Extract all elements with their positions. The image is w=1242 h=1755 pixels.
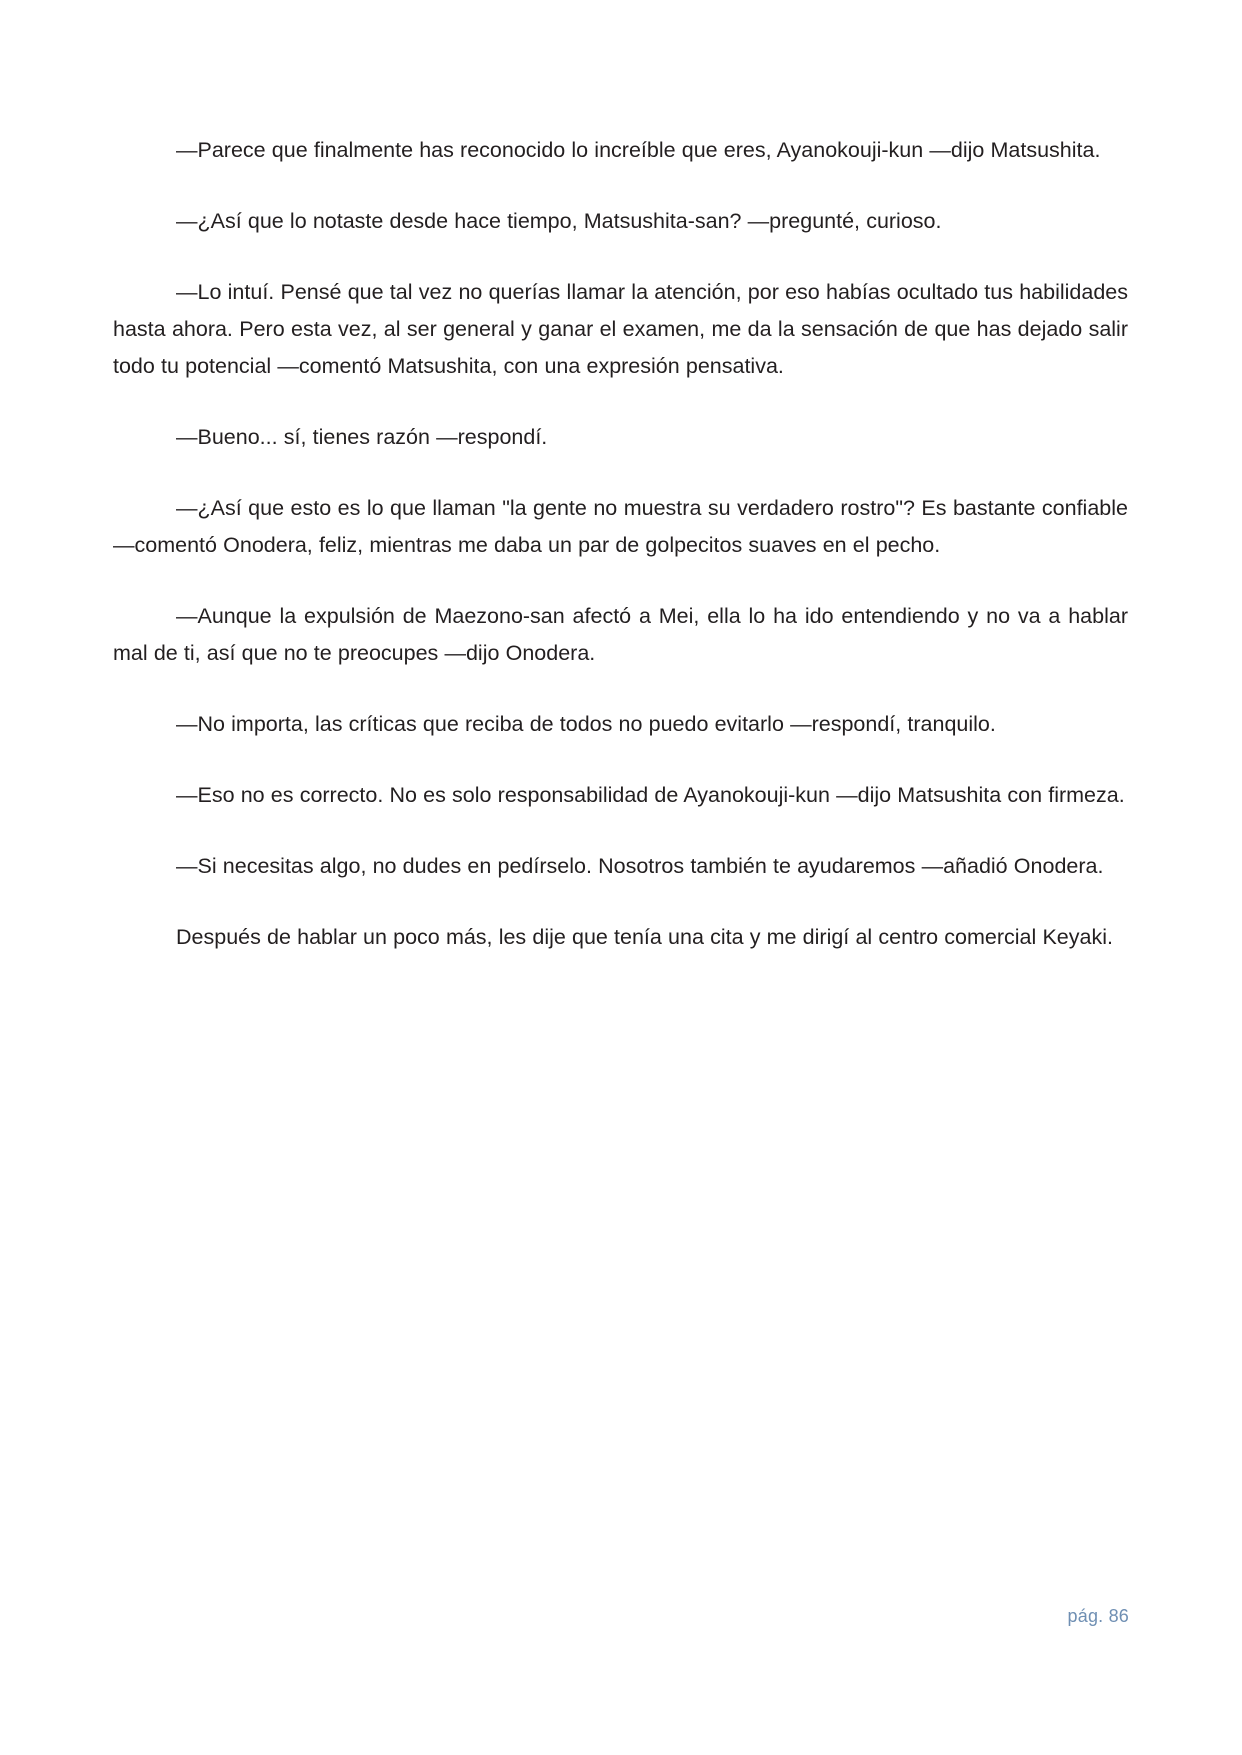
paragraph: —Eso no es correcto. No es solo responsabilidad de Ayanokouji-kun —dijo Matsushita con firmeza. (176, 782, 1125, 807)
paragraph: —Lo intuí. Pensé que tal vez no querías llamar la atención, por eso habías ocultado tus habilidades hasta ahora. Pero esta vez, al ser general y ganar el examen, me da la sensación de que has dejado salir todo tu potencial —comentó Matsushita, con una expresión pensativa. (113, 279, 1128, 378)
paragraph: Después de hablar un poco más, les dije que tenía una cita y me dirigí al centro comercial Keyaki. (176, 924, 1113, 949)
page-body-text (113, 132, 1128, 956)
paragraph: —¿Así que esto es lo que llaman "la gente no muestra su verdadero rostro"? Es bastante confiable —comentó Onodera, feliz, mientras me daba un par de golpecitos suaves en el pecho. (113, 495, 1128, 557)
paragraph: —¿Así que lo notaste desde hace tiempo, Matsushita-san? —pregunté, curioso. (176, 208, 942, 233)
paragraph: —No importa, las críticas que reciba de todos no puedo evitarlo —respondí, tranquilo. (176, 711, 996, 736)
page-number: pág. 86 (1067, 1606, 1129, 1626)
paragraph: —Si necesitas algo, no dudes en pedírselo. Nosotros también te ayudaremos —añadió Onodera. (176, 853, 1104, 878)
paragraph: —Bueno... sí, tienes razón —respondí. (176, 424, 548, 449)
paragraph: —Parece que finalmente has reconocido lo increíble que eres, Ayanokouji-kun —dijo Matsushita. (176, 138, 1101, 162)
paragraph: —Aunque la expulsión de Maezono-san afectó a Mei, ella lo ha ido entendiendo y no va a hablar mal de ti, así que no te preocupes —dijo Onodera. (113, 603, 1128, 665)
